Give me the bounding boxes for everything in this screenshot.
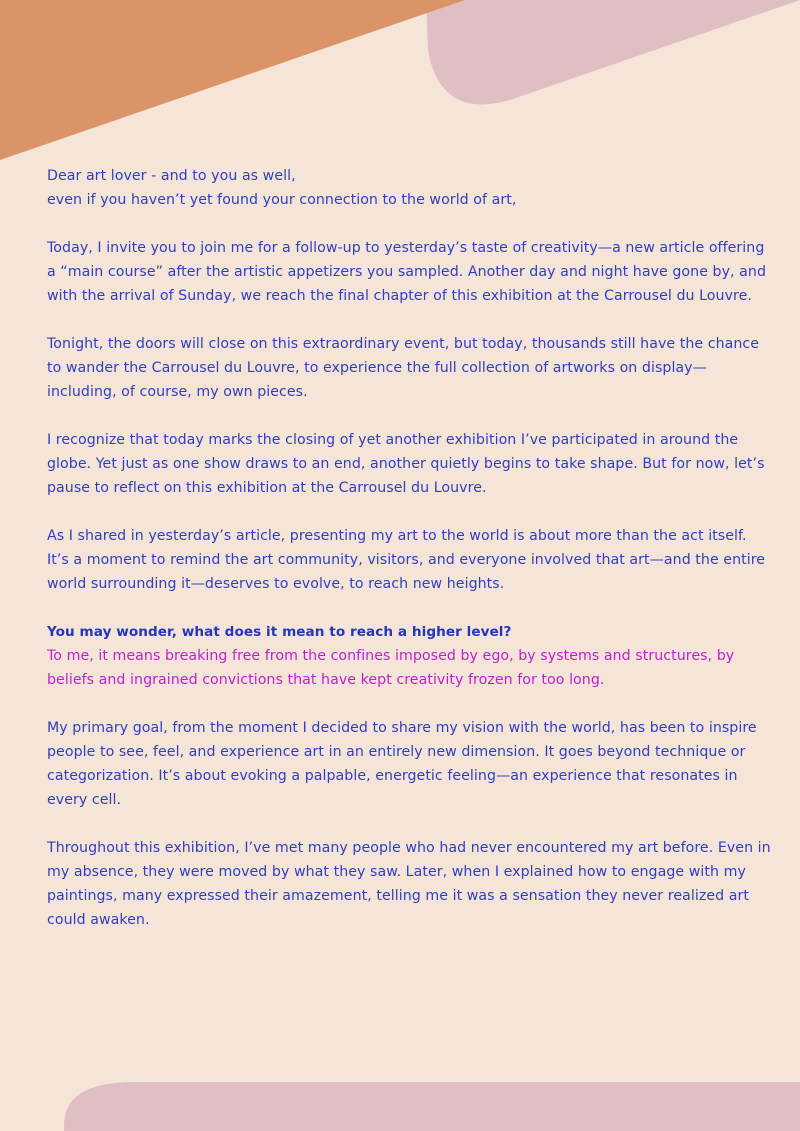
paragraph-5: My primary goal, from the moment I decided to share my vision with the world, has been to inspire people to see, feel, and experience art in an entirely new dimension. It goes beyond technique or categorization. It’s about evoking a palpable, energetic feeling—an experience that resonates in every cell. — [47, 720, 757, 808]
highlight-statement: To me, it means breaking free from the confines imposed by ego, by systems and structures, by beliefs and ingrained convictions that have kept creativity frozen for too long. — [47, 648, 735, 688]
letter-body — [47, 164, 772, 956]
top-pink-blob — [426, 0, 800, 104]
question-block — [47, 620, 772, 692]
question-heading: You may wonder, what does it mean to reach a higher level? — [47, 624, 512, 640]
paragraph-4: As I shared in yesterday’s article, presenting my art to the world is about more than the act itself. It’s a moment to remind the art community, visitors, and everyone involved that art—and the entire world surrounding it—deserves to evolve, to reach new heights. — [47, 528, 766, 592]
paragraph-6: Throughout this exhibition, I’ve met many people who had never encountered my art before. Even in my absence, they were moved by what they saw. Later, when I explained how to engage with my paintings, many expressed their amazement, telling me it was a sensation they never realized art could awaken. — [47, 840, 771, 928]
paragraph-1: Today, I invite you to join me for a follow-up to yesterday’s taste of creativity—a new article offering a “main course” after the artistic appetizers you sampled. Another day and night have gone by, and with the arrival of Sunday, we reach the final chapter of this exhibition at the Carrousel du Louvre. — [47, 240, 766, 304]
paragraph-3: I recognize that today marks the closing of yet another exhibition I’ve participated in around the globe. Yet just as one show draws to an end, another quietly begins to take shape. But for now, let’s pause to reflect on this exhibition at the Carrousel du Louvre. — [47, 432, 765, 496]
top-orange-triangle — [0, 0, 465, 160]
bottom-pink-blob — [64, 1082, 800, 1131]
paragraph-2: Tonight, the doors will close on this extraordinary event, but today, thousands still have the chance to wander the Carrousel du Louvre, to experience the full collection of artworks on display—including, of course, my own pieces. — [47, 336, 760, 400]
greeting-line-2: even if you haven’t yet found your connection to the world of art, — [47, 192, 517, 208]
greeting-line-1: Dear art lover - and to you as well, — [47, 168, 296, 184]
greeting — [47, 164, 772, 212]
